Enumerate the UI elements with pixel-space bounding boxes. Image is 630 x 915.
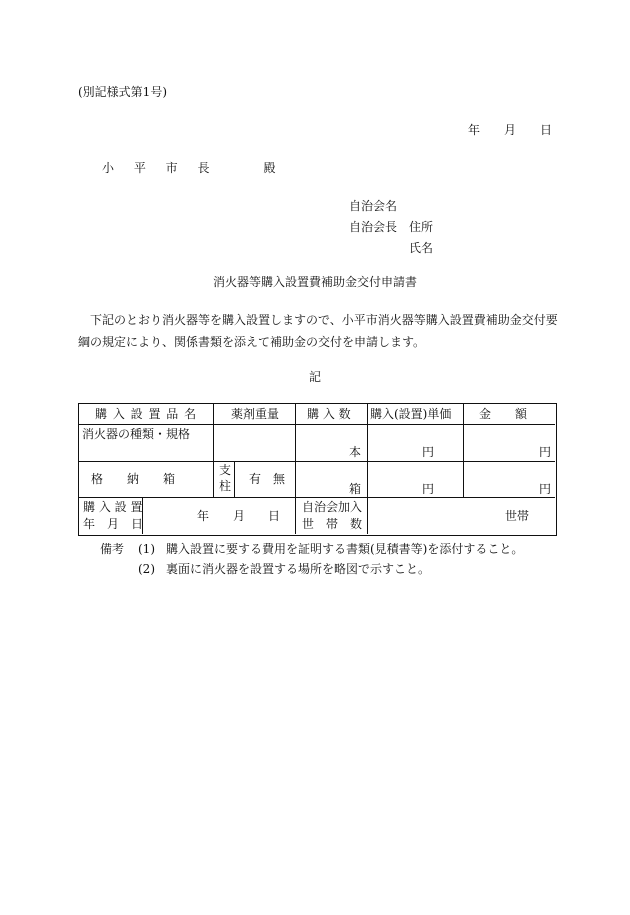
row-divider [79,461,555,462]
row2-support-line1: 支 [219,463,232,477]
address-label: 住所 [409,220,434,234]
note-item [100,559,523,579]
row3-households-label-line2: 世 帯 数 [302,517,363,531]
note-text: 裏面に消火器を設置する場所を略図で示すこと。 [166,562,431,576]
row1-price-unit: 円 [422,445,435,459]
row2-price-unit: 円 [422,482,435,496]
row2-item: 格 納 箱 [91,472,176,486]
row1-qty-unit: 本 [349,445,362,459]
row3-date-label-line1: 購 入 設 置 [83,500,143,514]
applicant-block [349,199,433,262]
body-text: 下記のとおり消火器等を購入設置しますので、小平市消火器等購入設置費補助金交付要綱の規定により、関係書類を添えて補助金の交付を申請します。 [78,313,558,349]
col-divider [295,404,296,534]
header-amount: 金 額 [479,407,528,421]
row1-item: 消火器の種類・規格 [82,427,191,441]
col-divider [213,404,214,497]
row2-amount-unit: 円 [539,482,552,496]
document-title: 消火器等購入設置費補助金交付申請書 [212,275,417,289]
date-day-label: 日 [540,123,553,137]
row3-date-day: 日 [268,509,281,523]
date-month-label: 月 [504,123,517,137]
row3-households-label-line1: 自治会加入 [302,500,363,514]
date-line [468,123,552,137]
row1-amount-unit: 円 [539,445,552,459]
header-item-name: 購 入 設 置 品 名 [95,407,198,421]
row3-date-year: 年 [197,509,210,523]
addressee [102,161,275,175]
president-row [349,220,433,241]
president-label: 自治会長 [349,220,398,234]
col-divider [367,497,368,534]
association-name-label: 自治会名 [349,199,398,213]
row3-date-month: 月 [233,509,246,523]
col-divider [463,404,464,497]
row-divider [79,424,555,425]
header-quantity: 購 入 数 [307,407,351,421]
row3-date-label-line2: 年 月 日 [83,517,144,531]
notes [100,539,523,579]
row2-presence: 有 無 [249,472,286,486]
col-divider [367,404,368,497]
ki-heading: 記 [308,370,321,384]
note-item [100,539,523,559]
addressee-honorific: 殿 [263,161,276,175]
notes-label: 備考 [100,542,125,556]
note-number: (1) [138,542,155,556]
row-divider [79,497,555,498]
row2-qty-unit: 箱 [349,482,362,496]
col-divider [234,461,235,497]
header-unit-price: 購入(設置)単価 [370,407,452,421]
name-label: 氏名 [409,241,434,255]
row3-households-unit: 世帯 [505,509,530,523]
application-table [78,403,557,536]
note-number: (2) [138,562,155,576]
addressee-mayor: 小 平 市 長 [102,161,218,175]
row2-support-line2: 柱 [219,479,232,493]
form-number: (別記様式第1号) [78,85,167,99]
note-text: 購入設置に要する費用を証明する書類(見積書等)を添付すること。 [166,542,524,556]
date-year-label: 年 [468,123,481,137]
header-agent-weight: 薬剤重量 [231,407,280,421]
